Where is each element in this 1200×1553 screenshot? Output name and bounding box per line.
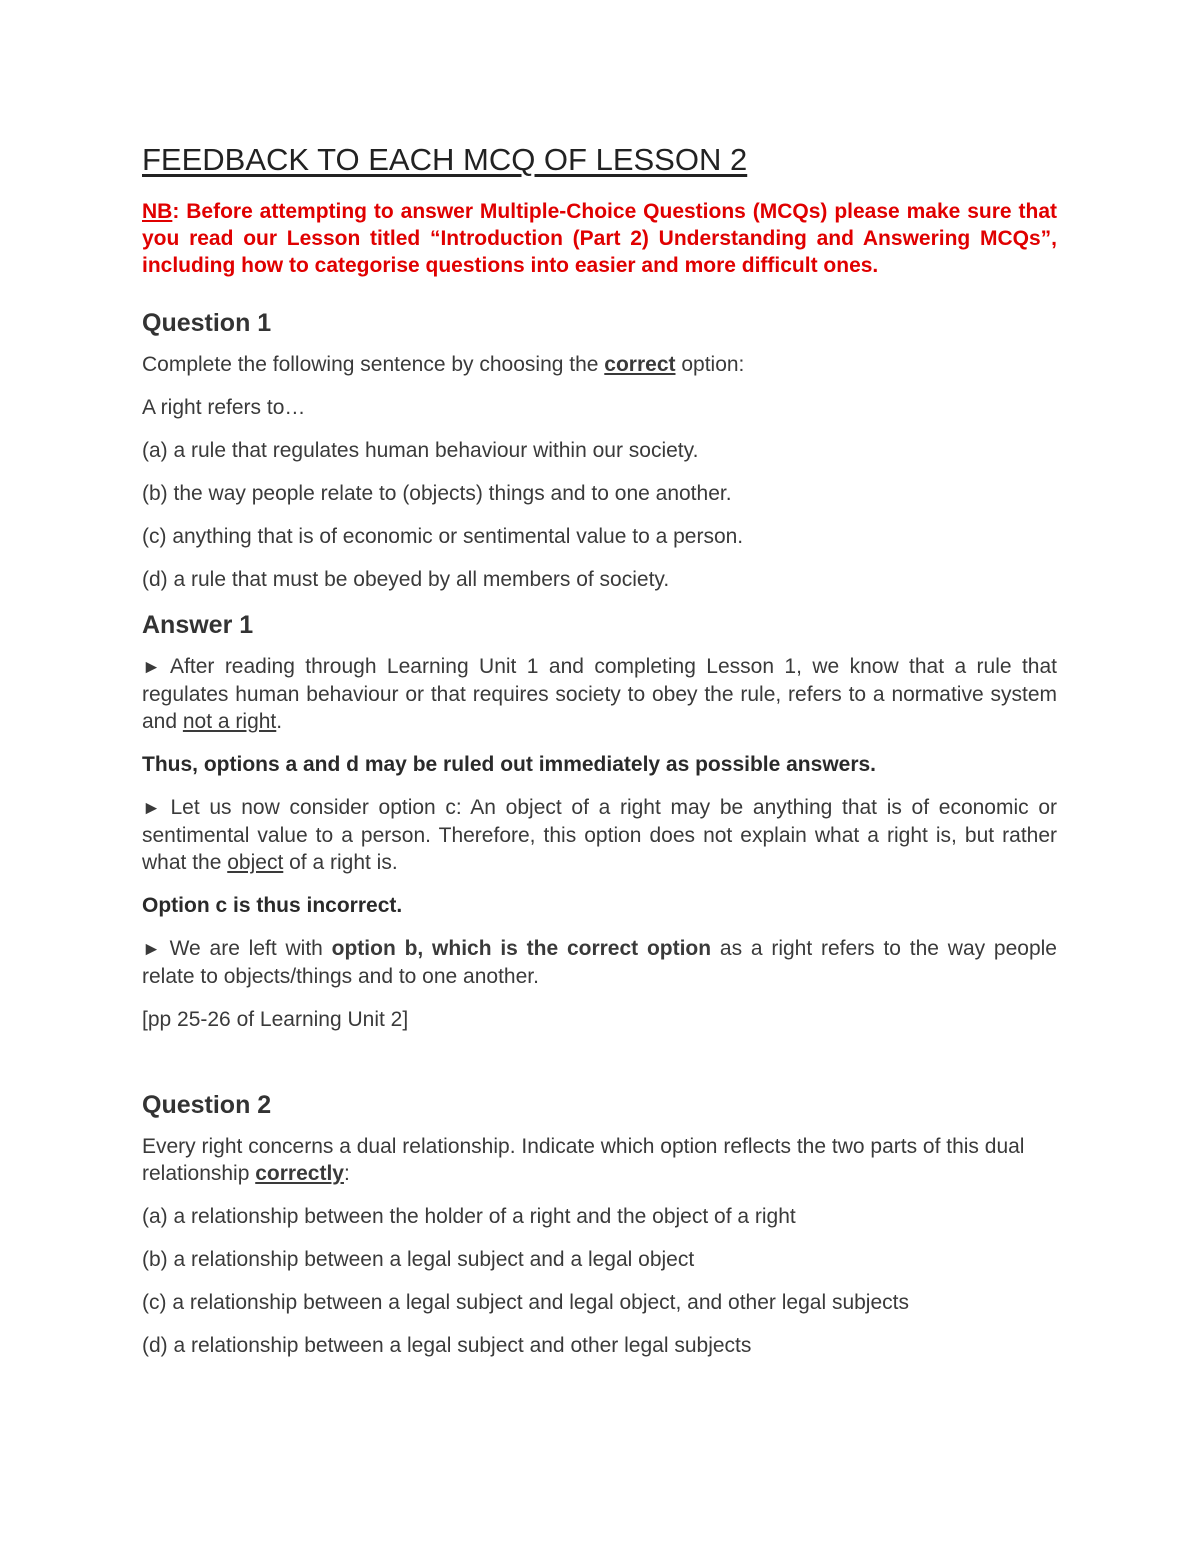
question-1-prompt: [142, 351, 1057, 378]
prompt-text-end: option:: [675, 353, 745, 376]
underlined-text: not a right: [182, 710, 277, 733]
answer-1-paragraph-1: [142, 653, 1057, 735]
nb-notice: [142, 198, 1057, 279]
question-1-option-b: (b) the way people relate to (objects) things and to one another.: [142, 482, 732, 505]
nb-label: NB: [142, 200, 173, 223]
question-1-heading: Question 1: [142, 309, 272, 337]
question-2-heading: Question 2: [142, 1091, 272, 1119]
paragraph-text: We are left with: [160, 937, 332, 960]
pointer-arrow-icon: ►: [142, 798, 161, 819]
answer-1-conclusion-2: Option c is thus incorrect.: [142, 894, 403, 917]
question-1-option-d: (d) a rule that must be obeyed by all members of society.: [142, 568, 670, 591]
pointer-arrow-icon: ►: [142, 939, 161, 960]
paragraph-text: After reading through Learning Unit 1 and completing Lesson 1, we know that a rule that regulates human behaviour or that requires society to obey the rule, refers to a normative system and: [142, 655, 1057, 733]
underlined-text: object: [227, 851, 284, 874]
paragraph-text-end: as a right refers to the way people relate to objects/things and to one another.: [142, 937, 1057, 988]
bold-text: option b, which is the correct option: [331, 937, 712, 960]
question-2-option-b: (b) a relationship between a legal subject and a legal object: [142, 1248, 695, 1271]
paragraph-text-end: of a right is.: [283, 851, 398, 874]
prompt-emphasis: correctly: [255, 1162, 344, 1185]
nb-text: : Before attempting to answer Multiple-Choice Questions (MCQs) please make sure that you read our Lesson titled “Introduction (Part 2) Understanding and Answering MCQs”, including how to categorise questions into easier and more difficult ones.: [142, 200, 1057, 277]
question-1-stem: A right refers to…: [142, 396, 306, 419]
prompt-emphasis: correct: [604, 353, 676, 376]
answer-1-reference: [pp 25-26 of Learning Unit 2]: [142, 1008, 409, 1031]
page-title: FEEDBACK TO EACH MCQ OF LESSON 2: [142, 142, 748, 177]
question-2-option-d: (d) a relationship between a legal subject and other legal subjects: [142, 1334, 752, 1357]
prompt-text: Every right concerns a dual relationship. Indicate which option reflects the two parts of this dual relationship: [142, 1135, 1025, 1185]
pointer-arrow-icon: ►: [142, 657, 161, 678]
prompt-text: Complete the following sentence by choosing the: [142, 353, 605, 376]
question-1-option-a: (a) a rule that regulates human behaviour within our society.: [142, 439, 699, 462]
paragraph-text-end: .: [276, 710, 283, 733]
answer-1-heading: Answer 1: [142, 611, 254, 639]
answer-1-paragraph-2: [142, 794, 1057, 876]
question-1-option-c: (c) anything that is of economic or sentimental value to a person.: [142, 525, 744, 548]
document-content: [142, 140, 1057, 1375]
answer-1-paragraph-3: [142, 935, 1057, 990]
answer-1-conclusion-1: Thus, options a and d may be ruled out immediately as possible answers.: [142, 753, 877, 776]
question-2-prompt: [142, 1133, 1057, 1187]
question-2-option-c: (c) a relationship between a legal subject and legal object, and other legal subjects: [142, 1291, 909, 1314]
section-spacer: [142, 1049, 1057, 1089]
paragraph-text: Let us now consider option c: An object of a right may be anything that is of economic or sentimental value to a person. Therefore, this option does not explain what a right is, but rather what the: [142, 796, 1057, 874]
prompt-text-end: :: [343, 1162, 350, 1185]
question-2-option-a: (a) a relationship between the holder of a right and the object of a right: [142, 1205, 796, 1228]
